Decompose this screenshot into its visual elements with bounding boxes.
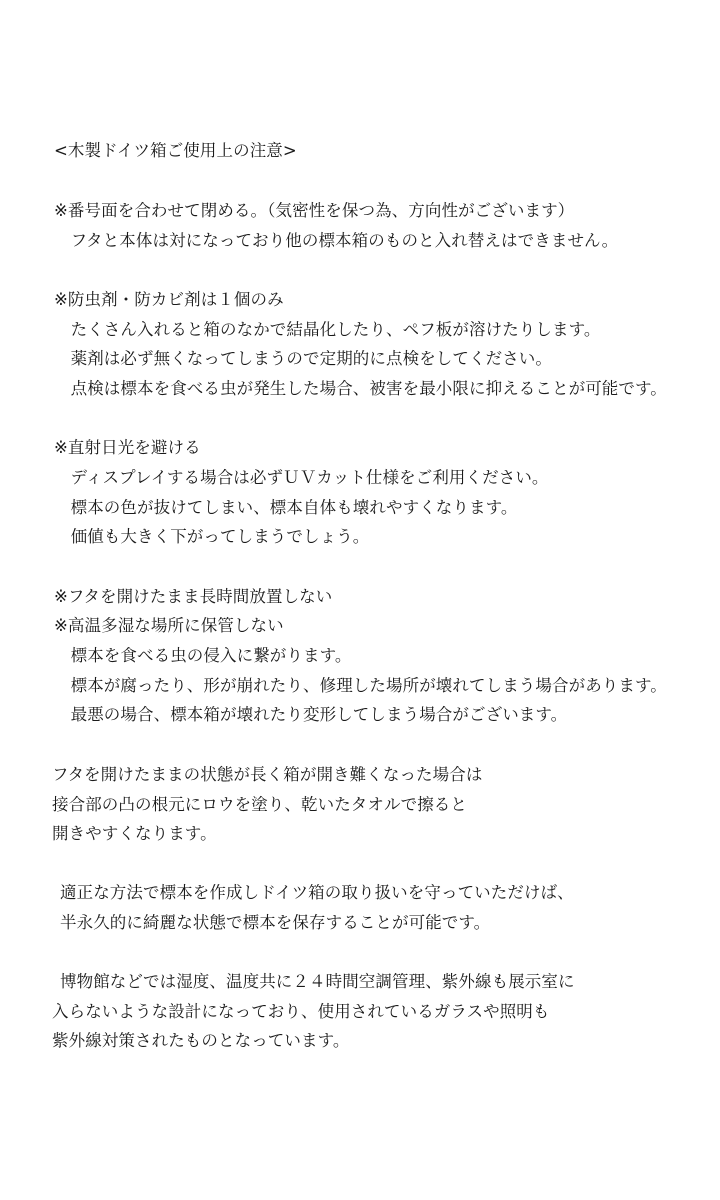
notice-text: 標本が腐ったり、形が崩れたり、修理した場所が壊れてしまう場合があります。	[54, 676, 667, 695]
notice-text: 標本の色が抜けてしまい、標本自体も壊れやすくなります。	[54, 498, 518, 517]
paragraph-text: 入らないような設計になっており、使用されているガラスや照明も	[52, 1002, 550, 1021]
paragraph-text: フタを開けたままの状態が長く箱が開き難くなった場合は	[52, 765, 483, 784]
notice-heading: ※直射日光を避ける	[54, 438, 201, 457]
notice-text: ディスプレイする場合は必ずＵＶカット仕様をご利用ください。	[54, 468, 549, 487]
paragraph-text: 開きやすくなります。	[52, 824, 217, 843]
paragraph-text: 適正な方法で標本を作成しドイツ箱の取り扱いを守っていただけば、	[60, 883, 574, 902]
notice-text: 薬剤は必ず無くなってしまうので定期的に点検をしてください。	[54, 349, 552, 368]
paragraph-text: 博物館などでは湿度、温度共に２４時間空調管理、紫外線も展示室に	[60, 972, 575, 991]
notice-text: 標本を食べる虫の侵入に繋がります。	[54, 646, 352, 665]
notice-heading: ※番号面を合わせて閉める。（気密性を保つ為、方向性がございます）	[54, 201, 575, 220]
paragraph-text: 接合部の凸の根元にロウを塗り、乾いたタオルで擦ると	[52, 795, 467, 814]
paragraph-text: 半永久的に綺麗な状態で標本を保存することが可能です。	[60, 913, 491, 932]
notice-text: 価値も大きく下がってしまうでしょう。	[54, 527, 370, 546]
notice-heading: ※防虫剤・防カビ剤は１個のみ	[54, 290, 284, 309]
notice-heading: ※高温多湿な場所に保管しない	[54, 616, 284, 635]
notice-heading: ※フタを開けたまま長時間放置しない	[54, 587, 333, 606]
notice-text: フタと本体は対になっており他の標本箱のものと入れ替えはできません。	[54, 231, 619, 250]
paragraph-text: 紫外線対策されたものとなっています。	[52, 1031, 350, 1050]
notice-text: たくさん入れると箱のなかで結晶化したり、ペフ板が溶けたりします。	[54, 320, 601, 339]
notice-text: 点検は標本を食べる虫が発生した場合、被害を最小限に抑えることが可能です。	[54, 379, 667, 398]
page-title: <木製ドイツ箱ご使用上の注意>	[54, 141, 297, 160]
notice-text: 最悪の場合、標本箱が壊れたり変形してしまう場合がございます。	[54, 705, 568, 724]
